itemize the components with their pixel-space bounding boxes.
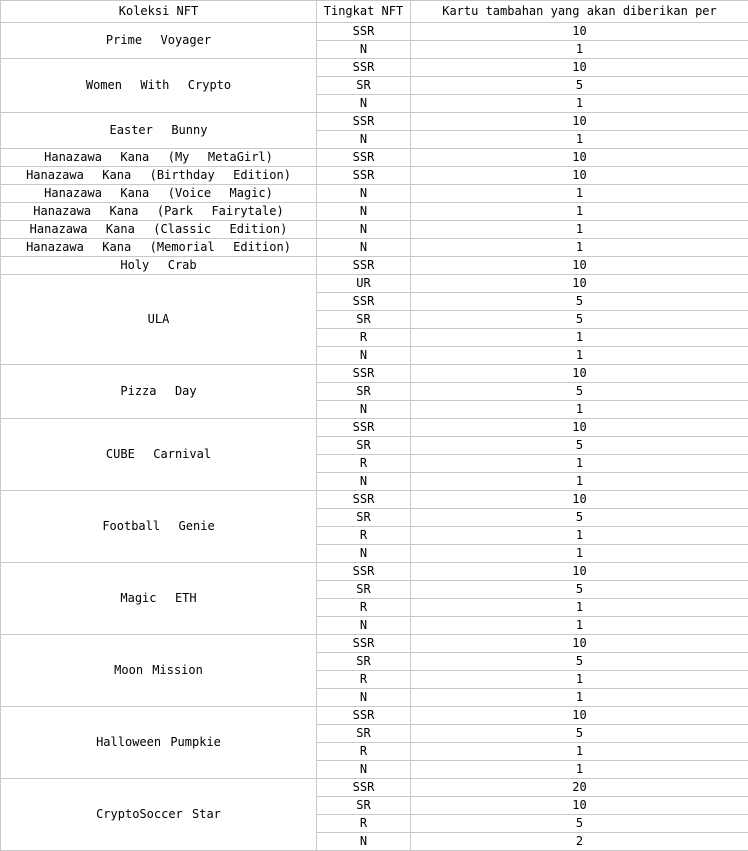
collection-name: Hanazawa Kana (Birthday Edition) xyxy=(1,167,317,185)
table-row xyxy=(1,275,748,293)
extra-cards-cell: 5 xyxy=(411,653,748,671)
collection-name: Magic ETH xyxy=(1,563,317,635)
extra-cards-cell: 1 xyxy=(411,527,748,545)
table-row xyxy=(1,365,748,383)
table-row xyxy=(1,185,748,203)
extra-cards-cell: 10 xyxy=(411,707,748,725)
header-collection: Koleksi NFT xyxy=(1,1,317,23)
collection-name: Holy Crab xyxy=(1,257,317,275)
extra-cards-cell: 10 xyxy=(411,275,748,293)
tier-cell: N xyxy=(317,401,411,419)
tier-cell: SR xyxy=(317,77,411,95)
extra-cards-cell: 10 xyxy=(411,365,748,383)
tier-cell: SSR xyxy=(317,257,411,275)
tier-cell: N xyxy=(317,617,411,635)
extra-cards-cell: 1 xyxy=(411,545,748,563)
tier-cell: R xyxy=(317,671,411,689)
tier-cell: SSR xyxy=(317,563,411,581)
tier-cell: SR xyxy=(317,311,411,329)
tier-cell: N xyxy=(317,131,411,149)
tier-cell: SSR xyxy=(317,365,411,383)
extra-cards-cell: 5 xyxy=(411,77,748,95)
table-row xyxy=(1,239,748,257)
extra-cards-cell: 10 xyxy=(411,59,748,77)
collection-name: Hanazawa Kana (My MetaGirl) xyxy=(1,149,317,167)
extra-cards-cell: 1 xyxy=(411,617,748,635)
table-row xyxy=(1,779,748,797)
tier-cell: SR xyxy=(317,383,411,401)
header-row xyxy=(1,1,748,23)
tier-cell: SSR xyxy=(317,707,411,725)
extra-cards-cell: 1 xyxy=(411,131,748,149)
tier-cell: SSR xyxy=(317,59,411,77)
extra-cards-cell: 5 xyxy=(411,293,748,311)
tier-cell: SSR xyxy=(317,293,411,311)
tier-cell: N xyxy=(317,239,411,257)
extra-cards-cell: 1 xyxy=(411,761,748,779)
extra-cards-cell: 10 xyxy=(411,149,748,167)
collection-name: Hanazawa Kana (Voice Magic) xyxy=(1,185,317,203)
tier-cell: SSR xyxy=(317,491,411,509)
tier-cell: SR xyxy=(317,653,411,671)
extra-cards-cell: 10 xyxy=(411,491,748,509)
extra-cards-cell: 1 xyxy=(411,329,748,347)
tier-cell: N xyxy=(317,833,411,851)
extra-cards-cell: 1 xyxy=(411,473,748,491)
tier-cell: SSR xyxy=(317,149,411,167)
collection-name: Hanazawa Kana (Memorial Edition) xyxy=(1,239,317,257)
extra-cards-cell: 1 xyxy=(411,185,748,203)
header-tier: Tingkat NFT xyxy=(317,1,411,23)
extra-cards-cell: 1 xyxy=(411,401,748,419)
table-row xyxy=(1,59,748,77)
table-row xyxy=(1,221,748,239)
extra-cards-cell: 1 xyxy=(411,203,748,221)
tier-cell: SSR xyxy=(317,779,411,797)
tier-cell: UR xyxy=(317,275,411,293)
tier-cell: SSR xyxy=(317,23,411,41)
extra-cards-cell: 10 xyxy=(411,563,748,581)
tier-cell: N xyxy=(317,761,411,779)
tier-cell: SR xyxy=(317,509,411,527)
extra-cards-cell: 10 xyxy=(411,113,748,131)
collection-name: ULA xyxy=(1,275,317,365)
collection-name: CUBE Carnival xyxy=(1,419,317,491)
extra-cards-cell: 5 xyxy=(411,815,748,833)
tier-cell: R xyxy=(317,527,411,545)
table-row xyxy=(1,167,748,185)
extra-cards-cell: 1 xyxy=(411,671,748,689)
extra-cards-cell: 10 xyxy=(411,257,748,275)
extra-cards-cell: 1 xyxy=(411,347,748,365)
extra-cards-cell: 2 xyxy=(411,833,748,851)
tier-cell: SR xyxy=(317,581,411,599)
tier-cell: N xyxy=(317,203,411,221)
header-extra-cards: Kartu tambahan yang akan diberikan per xyxy=(411,1,748,23)
extra-cards-cell: 1 xyxy=(411,743,748,761)
tier-cell: N xyxy=(317,347,411,365)
tier-cell: SR xyxy=(317,797,411,815)
extra-cards-cell: 1 xyxy=(411,221,748,239)
collection-name: CryptoSoccer Star xyxy=(1,779,317,851)
tier-cell: R xyxy=(317,455,411,473)
table-row xyxy=(1,707,748,725)
table-row xyxy=(1,491,748,509)
extra-cards-cell: 1 xyxy=(411,599,748,617)
extra-cards-cell: 10 xyxy=(411,635,748,653)
extra-cards-cell: 5 xyxy=(411,581,748,599)
tier-cell: SR xyxy=(317,725,411,743)
extra-cards-cell: 1 xyxy=(411,455,748,473)
tier-cell: N xyxy=(317,221,411,239)
table-row xyxy=(1,149,748,167)
tier-cell: SR xyxy=(317,437,411,455)
extra-cards-cell: 20 xyxy=(411,779,748,797)
tier-cell: N xyxy=(317,185,411,203)
collection-name: Hanazawa Kana (Classic Edition) xyxy=(1,221,317,239)
collection-name: Football Genie xyxy=(1,491,317,563)
collection-name: Women With Crypto xyxy=(1,59,317,113)
extra-cards-cell: 5 xyxy=(411,509,748,527)
extra-cards-cell: 5 xyxy=(411,311,748,329)
table-row xyxy=(1,257,748,275)
table-body xyxy=(1,23,748,851)
extra-cards-cell: 5 xyxy=(411,437,748,455)
extra-cards-cell: 1 xyxy=(411,239,748,257)
collection-name: Moon Mission xyxy=(1,635,317,707)
extra-cards-cell: 10 xyxy=(411,797,748,815)
collection-name: Easter Bunny xyxy=(1,113,317,149)
collection-name: Halloween Pumpkie xyxy=(1,707,317,779)
tier-cell: N xyxy=(317,545,411,563)
tier-cell: SSR xyxy=(317,167,411,185)
table-row xyxy=(1,419,748,437)
table-row xyxy=(1,203,748,221)
collection-name: Pizza Day xyxy=(1,365,317,419)
tier-cell: SSR xyxy=(317,635,411,653)
tier-cell: SSR xyxy=(317,113,411,131)
collection-name: Hanazawa Kana (Park Fairytale) xyxy=(1,203,317,221)
tier-cell: N xyxy=(317,473,411,491)
tier-cell: R xyxy=(317,329,411,347)
tier-cell: SSR xyxy=(317,419,411,437)
extra-cards-cell: 5 xyxy=(411,383,748,401)
extra-cards-cell: 1 xyxy=(411,95,748,113)
tier-cell: R xyxy=(317,815,411,833)
extra-cards-cell: 5 xyxy=(411,725,748,743)
tier-cell: N xyxy=(317,41,411,59)
extra-cards-cell: 10 xyxy=(411,23,748,41)
table-row xyxy=(1,23,748,41)
extra-cards-cell: 10 xyxy=(411,419,748,437)
tier-cell: R xyxy=(317,743,411,761)
table-row xyxy=(1,635,748,653)
extra-cards-cell: 10 xyxy=(411,167,748,185)
extra-cards-cell: 1 xyxy=(411,689,748,707)
extra-cards-cell: 1 xyxy=(411,41,748,59)
table-row xyxy=(1,563,748,581)
table-row xyxy=(1,113,748,131)
tier-cell: N xyxy=(317,689,411,707)
tier-cell: R xyxy=(317,599,411,617)
tier-cell: N xyxy=(317,95,411,113)
collection-name: Prime Voyager xyxy=(1,23,317,59)
